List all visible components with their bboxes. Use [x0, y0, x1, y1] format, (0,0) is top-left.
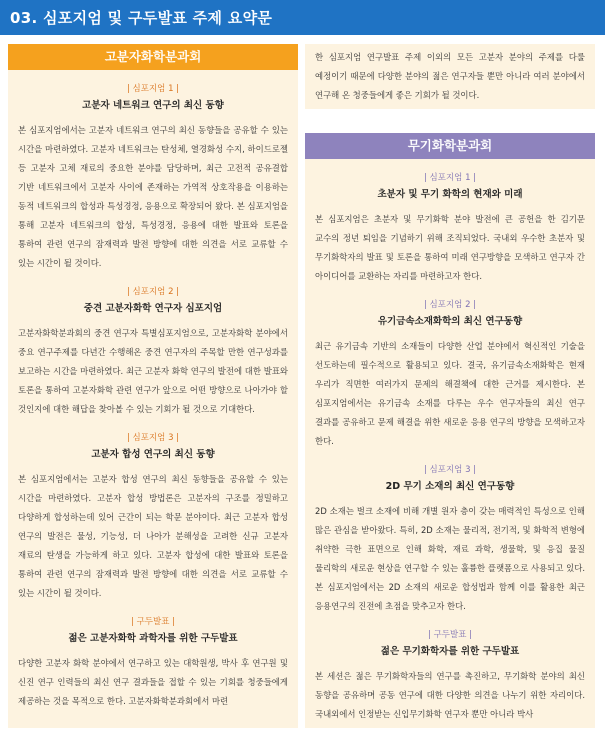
section-body: 본 세션은 젊은 무기화학자들의 연구를 촉진하고, 무기화학 분야의 최신 동향을 공유하며 공동 연구에 대한 다양한 의견을 나누기 위한 자리이다. 국내외에서 인정받는 신입무기화학 연구자 뿐만 아니라 박사 — [315, 671, 585, 719]
section-tag: | 구두발표 | — [131, 617, 175, 627]
continued-text-block — [305, 44, 595, 109]
section-title: 유기금속소재화학의 최신 연구동향 — [377, 316, 523, 327]
right-section-band: 무기화학분과회 — [305, 133, 595, 159]
section-body: 본 심포지엄에서는 고분자 네트워크 연구의 최신 동향들을 공유할 수 있는 시간을 마련하였다. 고분자 네트워크는 탄성체, 열경화성 수지, 하이드로젤 등 고분자 고체 재료의 중요한 분야를 담당하며, 최근 고전적 공유결합 기반 네트워크에서 고분자 사이에 존재하는 가역적 상호작용을 이용하는 동적 네트워크의 합성과 특성경정, 응용으로 확장되어 왔다. 본 심포지엄을 통해 고분자 네트워크의 합성, 특성경정, 응용에 대한 발표와 토론을 통하여 관련 연구의 잠재력과 발전 방향에 대한 의견을 서로 교류할 수 있는 시간이 될 것이다. — [18, 125, 288, 268]
section-title: 젊은 고분자화학 과학자를 위한 구두발표 — [68, 633, 238, 644]
section-tag: | 심포지엄 3 | — [423, 465, 477, 475]
left-section-band: 고분자화학분과회 — [8, 44, 298, 70]
left-oral-presentation — [8, 615, 298, 711]
column-divider-gap — [305, 109, 595, 133]
left-symposium-1 — [8, 82, 298, 273]
right-symposium-2 — [305, 298, 595, 451]
right-symposium-1 — [305, 171, 595, 286]
section-title: 젊은 무기화학자를 위한 구두발표 — [380, 646, 520, 657]
section-body: 2D 소재는 벌크 소재에 비해 개별 원자 층이 갖는 매력적인 특성으로 인해 많은 관심을 받아왔다. 특히, 2D 소재는 물리적, 전기적, 및 화학적 변형에 취약한 극한 표면으로 인해 화학, 재료 과학, 생물학, 및 응집 물질 물리학의 새로운 현상을 연구할 수 있는 훌륭한 플랫폼으로 사용되고 있다. 본 심포지엄에서는 2D 소재의 새로운 합성법과 함께 이를 활용한 최근 응용연구의 진전에 초점을 맞추고자 한다. — [315, 506, 585, 611]
page-title: 03. 심포지엄 및 구두발표 주제 요약문 — [10, 9, 273, 27]
section-title: 중견 고분자화학 연구자 심포지엄 — [83, 303, 223, 314]
section-tag: | 심포지엄 1 | — [423, 173, 477, 183]
section-tag: | 심포지엄 1 | — [126, 84, 180, 94]
page-header — [0, 0, 605, 35]
left-column — [8, 44, 298, 728]
section-title: 고분자 네트워크 연구의 최신 동향 — [82, 100, 224, 111]
right-symposium-3 — [305, 463, 595, 616]
section-title: 고분자 합성 연구의 최신 동향 — [91, 449, 215, 460]
right-oral-presentation — [305, 628, 595, 724]
section-body: 최근 유기금속 기반의 소재들이 다양한 산업 분야에서 혁신적인 기술을 선도하는데 필수적으로 활용되고 있다. 결국, 유기금속소재화학은 현재 우리가 직면한 여러가지 문제의 해결책에 대한 근거를 제시한다. 본 심포지엄에서는 유기금속 소재를 다루는 우수 연구자들의 최신 연구 결과를 공유하고 문제 해결을 위한 새로운 응용 연구의 방향을 모색하고자 한다. — [315, 341, 585, 446]
section-title: 초분자 및 무기 화학의 현재와 미래 — [377, 189, 523, 200]
right-column — [305, 44, 595, 728]
section-body: 본 심포지엄은 초분자 및 무기화학 분야 발전에 큰 공헌을 한 김기문 교수의 정년 퇴임을 기념하기 위해 조직되었다. 국내외 우수한 초분자 및 무기화학자의 발표 및 토론을 통하여 미래 연구방향을 모색하고 연구자 간 아이디어를 교환하는 자리를 마련하고자 한다. — [315, 214, 585, 281]
section-tag: | 심포지엄 2 | — [126, 287, 180, 297]
section-body: 고분자화학분과회의 중견 연구자 특별심포지엄으로, 고분자화학 분야에서 중요 연구주제를 다년간 수행해온 중견 연구자의 주목할 만한 연구성과를 보고하는 시간을 마련하였다. 최근 고분자 화학 연구의 발전에 대한 발표와 토론을 통하여 고분자화학 관련 연구가 앞으로 어떤 방향으로 나아가야 할 것인지에 대한 해답을 찾아볼 수 있는 기회가 될 것으로 기대한다. — [18, 328, 288, 414]
continued-text: 한 심포지엄 연구발표 주제 이외의 모든 고분자 분야의 주제를 다룰 예정이기 때문에 다양한 분야의 젊은 연구자들 뿐만 아니라 여러 분야에서 연구해 온 청중들에게 좋은 기회가 될 것이다. — [315, 52, 585, 100]
section-title: 2D 무기 소재의 최신 연구동향 — [385, 481, 515, 492]
section-tag: | 심포지엄 3 | — [126, 433, 180, 443]
left-symposium-3 — [8, 431, 298, 603]
section-body: 다양한 고분자 화학 분야에서 연구하고 있는 대학원생, 박사 후 연구원 및 신진 연구 인력들의 최신 연구 결과들을 접할 수 있는 기회를 청중들에게 제공하는 것을 목적으로 한다. 고분자화학분과회에서 마련 — [18, 658, 288, 706]
left-symposium-2 — [8, 285, 298, 419]
section-tag: | 구두발표 | — [428, 630, 472, 640]
section-tag: | 심포지엄 2 | — [423, 300, 477, 310]
section-body: 본 심포지엄에서는 고분자 합성 연구의 최신 동향들을 공유할 수 있는 시간을 마련하였다. 고분자 합성 방법론은 고분자의 구조를 정밀하고 다양하게 합성하는데 있어 근간이 되는 학문 분야이다. 최근 고분자 합성 연구의 발전은 물성, 기능성, 더 나아가 분해성을 고려한 신규 고분자 재료의 탄생을 가능하게 하고 있다. 고분자 합성에 대한 발표와 토론을 통하여 관련 연구의 잠재력과 발전 방향에 대한 의견을 서로 교류할 수 있는 시간이 될 것이다. — [18, 474, 288, 598]
